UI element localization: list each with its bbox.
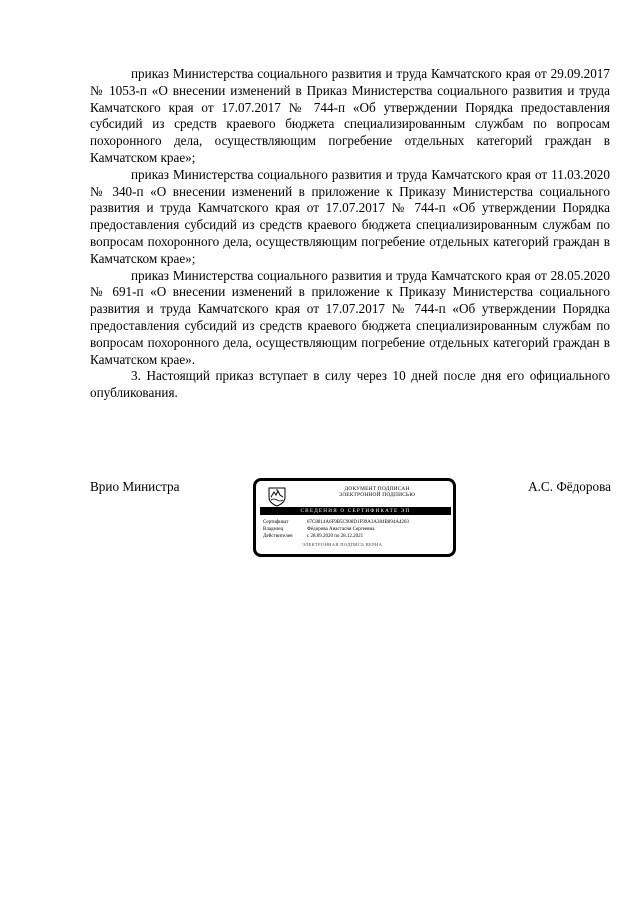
certificate-details [263,519,409,540]
paragraph-order-1053: приказ Министерства социального развития и труда Камчатского края от 29.09.2017 № 1053-п «О внесении изменений в Приказ Министерства социального развития и труда Камчатского края от 17.07.2017 № 744-п «Об утверждении Порядка предоставления субсидий из средств краевого бюджета специализированным службам по вопросам похоронного дела, осуществляющим погребение отдельных категорий граждан в Камчатском крае»; [90,66,610,165]
electronic-signature-stamp [253,478,456,557]
owner-value: Фёдорова Анастасия Сергеевна [307,527,375,532]
stamp-title-line-1: ДОКУМЕНТ ПОДПИСАН [344,486,410,492]
signatory-position: Врио Министра [90,479,180,494]
certificate-value: 67C8814A6F9B5C908D1F99A3A384B894A4203 [307,520,409,525]
paragraph-order-340: приказ Министерства социального развития и труда Камчатского края от 11.03.2020 № 340-п «О внесении изменений в приложение к Приказу Министерства социального развития и труда Камчатского края от 17.07.2017 № 744-п «Об утверждении Порядка предоставления субсидий из средств краевого бюджета специализированным службам по вопросам похоронного дела, осуществляющим погребение отдельных категорий граждан в Камчатском крае»; [90,166,610,266]
owner-row [263,526,409,533]
validity-value: с 28.09.2020 по 28.12.2021 [307,534,364,539]
certificate-row [263,519,409,526]
certificate-header: СВЕДЕНИЯ О СЕРТИФИКАТЕ ЭП [260,507,451,515]
stamp-footer: ЭЛЕКТРОННАЯ ПОДПИСЬ ВЕРНА [302,542,383,547]
validity-row [263,533,409,540]
kamchatka-coat-of-arms-icon [266,485,288,507]
stamp-title-line-2: ЭЛЕКТРОННОЙ ПОДПИСЬЮ [338,492,416,498]
document-body [90,66,610,402]
signatory-name: А.С. Фёдорова [528,479,611,494]
paragraph-order-691: приказ Министерства социального развития и труда Камчатского края от 28.05.2020 № 691-п «О внесении изменений в приложение к Приказу Министерства социального развития и труда Камчатского края от 17.07.2017 № 744-п «Об утверждении Порядка предоставления субсидий из средств краевого бюджета специализированным службам по вопросам похоронного дела, осуществляющим погребение отдельных категорий граждан в Камчатском крае». [90,267,610,367]
owner-key: Владелец [263,527,284,532]
paragraph-effective-date: 3. Настоящий приказ вступает в силу через 10 дней после дня его официального опубликования. [90,368,610,401]
stamp-title [302,486,452,498]
validity-key: Действителен [263,534,293,539]
certificate-key: Сертификат [263,520,289,525]
